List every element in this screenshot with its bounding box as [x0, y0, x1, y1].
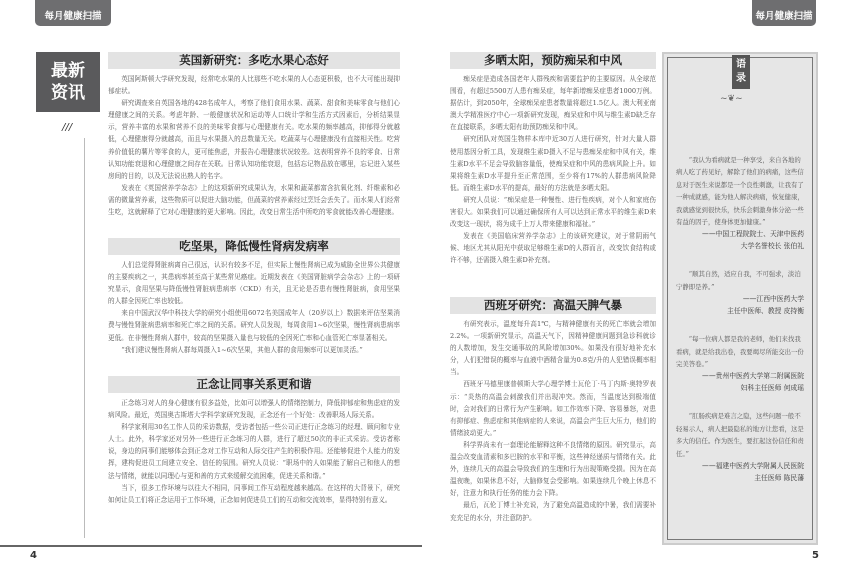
quote-text: “肛肠疾病是难言之隐，这些问题一般不轻易示人，病人把最隐私的地方让您看，这是多大的信任。作为医生，要扛起这份信任和责任。”	[676, 412, 804, 458]
article-title: 正念让同事关系更和谐	[108, 376, 400, 393]
quote-text: “我认为看病就是一种享受，来自各地的病人吃了药见好，解除了他们的病痛，这些信息对于医生来说都是一个良性刺激，让我有了一种成就感，能为他人解决病痛，恢复健康，我就感觉到很快乐，快乐会刺激身体分泌一些有益的因子，使身体更加健康。”	[676, 156, 804, 227]
paragraph: 发表在《英国营养学杂志》上的这项新研究成果认为，水果和蔬菜都富含抗氧化剂、纤维素和必需的微量营养素，这些物质可以促进大脑功能，但蔬菜的营养素经过烹饪会丢失了。而水果人们经常生吃，这就解释了它对心理健康的更大影响。因此，改变日常生活中所吃的零食就能改善心理健康。	[108, 183, 400, 217]
paragraph: 当下，很多工作环境与以往大不相同，同事间工作互动程度越来越高。在这样的大背景下，研究如何让员工们将正念运用于工作环境，正念如何促进员工们的互动和交流效率，显得特别有意义。	[108, 483, 400, 504]
paragraph: 有研究表示，温度每升高1℃，与精神健康有关的死亡率就会增加2.2%。一项新研究显示，高温天气下，因精神健康问题到急诊科就诊的人数增加，发生交通事故的风险增加30%。如果没有很好地补充水分，人们犯错误的概率与血液中酒精含量为0.8克/升的人犯错误概率相当。	[450, 320, 656, 377]
logo-line2: 资讯	[51, 83, 85, 103]
paragraph: 科学界尚未有一套理论能解释这种不良情绪的原因。研究显示，高温会改变血清素和多巴胺的水平和平衡，这些神经递质与情绪有关。此外，连续几天的高温会导致我们的生理和行为出现策略受损。因为在高温夜晚，如果休息不好，大脑修复会受影响。如果连续几个晚上休息不好，注意力和执行任务的能力会下降。	[450, 440, 656, 498]
quote-text: “顺其自然，适应自我，不可强求，淡泊宁静即是养。”	[676, 270, 801, 291]
quote-source: ——福建中医药大学附属人民医院	[702, 462, 804, 471]
paragraph: 人们总觉得肾脏病离自己很远，认识有较多不足，但实际上慢性肾病已成为威胁全世界公共健康的主要疾病之一，其患病率甚至高于某些常见癌症。近期发表在《美国肾脏病学会杂志》上的一项研究显示，食用坚果与降低慢性肾脏病患病率（CKD）有关，且无论是否患有慢性肾脏病，食用坚果的人群全因死亡率也较低。	[108, 261, 400, 306]
quote-source: ——贵州中医药大学第二附属医院	[702, 372, 804, 381]
quote-item	[676, 410, 804, 484]
paragraph: 研究团队对英国生物样本库中近30万人进行研究，针对大量人群使用基因分析工具，发现维生素D摄入不足与患痴呆症和中风有关，维生素D水平不足会导致脑容量低，使痴呆症和中风的患病风险上升。如果将维生素D水平提升至正常范围，至少将有17%的人群患病风险降低。而维生素D水平的提高，最好的方法就是多晒太阳。	[450, 135, 656, 192]
paragraph: 最后，瓦伦丁博士补充说，为了避免高温造成的中暑，我们需要补充充足的水分，并注意防护。	[450, 501, 656, 522]
article-mindfulness	[108, 376, 400, 506]
paragraph: 科学家利用30名工作人员的采访数据，受访者包括一些公司正进行正念练习的经理、顾问和专业人士。此外，科学家还对另外一些进行正念练习的人群，进行了超过50次的非正式采访。受访者称说，身边的同事们能够体会到正念对工作互动和人际交往产生的积极作用。还能够促进个人能力的发挥，建构促进员工间建立安全、信任的氛围。研究人员说：“职场中的人如果能了解自己和他人的想法与情绪，就能以同理心与更和善的方式来缓解交流困难，促进关系和谐。”	[108, 423, 400, 480]
quotes-sidebar	[662, 52, 818, 545]
paragraph: 正念练习对人的身心健康有很多益处，比如可以增强人的情绪控制力，降低抑郁症和焦虑症的发病风险。最近，英国奥古斯塔大学科学家研究发现，正念还有一个好处：改善职场人际关系。	[108, 399, 400, 420]
paragraph: 痴呆症是造成各国老年人群残疾和需要监护的主要原因。从全球范围看，有超过5500万人患有痴呆症，每年新增痴呆症患者1000万例。据估计，到2050年，全球痴呆症患者数量将超过1.5亿人。澳大利亚南澳大学精准医疗中心一项新研究发现，痴呆症和中风与维生素D缺乏存在直接联系，多晒太阳有助预防痴呆和中风。	[450, 75, 656, 132]
quote-source: 大学名誉校长 张伯礼	[740, 242, 804, 251]
quote-source: 主任中医师、教授 皮持衡	[727, 307, 804, 316]
quote-item	[676, 154, 804, 252]
paragraph: 研究人员说：“痴呆症是一种慢性、进行性疾病，对个人和家庭伤害很大。如果我们可以通过确保所有人可以达到正常水平的维生素D来改变这一现状，将为成千上万人带来健康和福祉。”	[450, 195, 656, 229]
paragraph: 研究调查来自英国各地的428名成年人，考察了他们食用水果、蔬菜、甜食和美味零食与他们心理健康之间的关系。考虑年龄、一般健康状况和运动等人口统计学和生活方式因素后，分析结果显示，营养丰富的水果和营养不良的美味零食都与心理健康有关。吃水果的频率越高，抑郁得分就越低，心理健康得分就越高，而且与水果摄入的总数量无关。吃蔬菜与心理健康没有直接相关性。吃营养价值低的薯片等零食的人，更可能焦虑，并报告心理健康状况较差。这表明营养不良的零食、日常认知功能衰退和心理健康之间存在关联。日常认知功能衰退，包括忘记物品放在哪里，忘记进入某些房间的目的，以及无法说出熟人的名字。	[108, 99, 400, 180]
page-number-left: 4	[30, 550, 37, 561]
article-title: 英国新研究：多吃水果心态好	[108, 52, 400, 69]
article-title: 多晒太阳，预防痴呆和中风	[450, 52, 656, 69]
paragraph: 发表在《美国临床营养学杂志》上的该研究建议，对于常阴雨气候、地区尤其从阳光中获取足够维生素D的人群而言，改变饮食结构或许不够，还需摄入维生素D补充剂。	[450, 232, 656, 265]
article-fruit	[108, 52, 400, 218]
quotes-title: 语录	[732, 55, 750, 89]
vertical-divider	[84, 138, 85, 538]
quote-source: ——中国工程院院士、天津中医药	[702, 230, 804, 239]
quote-item	[676, 268, 804, 317]
latest-news-logo	[36, 52, 100, 112]
quote-item	[676, 333, 804, 394]
quote-source: ——江西中医药大学	[742, 295, 804, 304]
quote-text: “每一位病人都是我的老师，他们来找我看病，就是给我出卷，我要竭尽所能交出一份完美答卷。”	[676, 335, 804, 369]
logo-line1: 最新	[51, 61, 85, 81]
article-title: 吃坚果，降低慢性肾病发病率	[108, 238, 400, 255]
paragraph: 西班牙马德里康普顿斯大学心理学博士瓦伦丁·马丁内斯·奥特罗表示：“炎热的高温会刺激我们并出现冲突。然而，当温度达到极端值时，会对我们的日常行为产生影响。如工作效率下降、容易暴怒，对患有抑郁症、焦虑症和其他病症的人来说，高温会产生巨大压力，他们的情绪波动更大。”	[450, 380, 656, 437]
section-tab-right: 每月健康扫描	[752, 0, 816, 26]
paragraph: 来自中国武汉华中科技大学的研究小组使用6072名美国成年人（20岁以上）数据来评估坚果消费与慢性肾脏病患病率和死亡率之间的关系。研究人员发现，每周食用1~6次坚果，慢性肾病患病率更低。在非慢性肾病人群中，较高的坚果摄入量也与较低的全因死亡率和心血管死亡率显著相关。	[108, 309, 400, 342]
paragraph: 英国阿斯顿大学研究发现，经常吃水果的人比那些不吃水果的人心态更积极，也不大可能出现抑郁症状。	[108, 75, 400, 96]
article-title: 西班牙研究：高温天脾气暴	[450, 297, 656, 314]
article-heat	[450, 297, 656, 524]
page-number-right: 5	[812, 550, 819, 561]
section-tab-left: 每月健康扫描	[35, 0, 111, 26]
paragraph: “我们建议慢性肾病人群每周摄入1~6次坚果，其他人群的食用频率可以更加灵活。”	[121, 345, 363, 354]
bottom-rule	[0, 545, 422, 547]
ornament-icon: ~❦~	[720, 94, 743, 104]
slashes-decoration: ///	[62, 122, 73, 133]
quote-source: 主任医师 陈民藩	[754, 474, 804, 483]
quote-source: 妇科主任医师 何成瑶	[740, 384, 804, 393]
article-nuts	[108, 238, 400, 356]
article-sunlight	[450, 52, 656, 267]
